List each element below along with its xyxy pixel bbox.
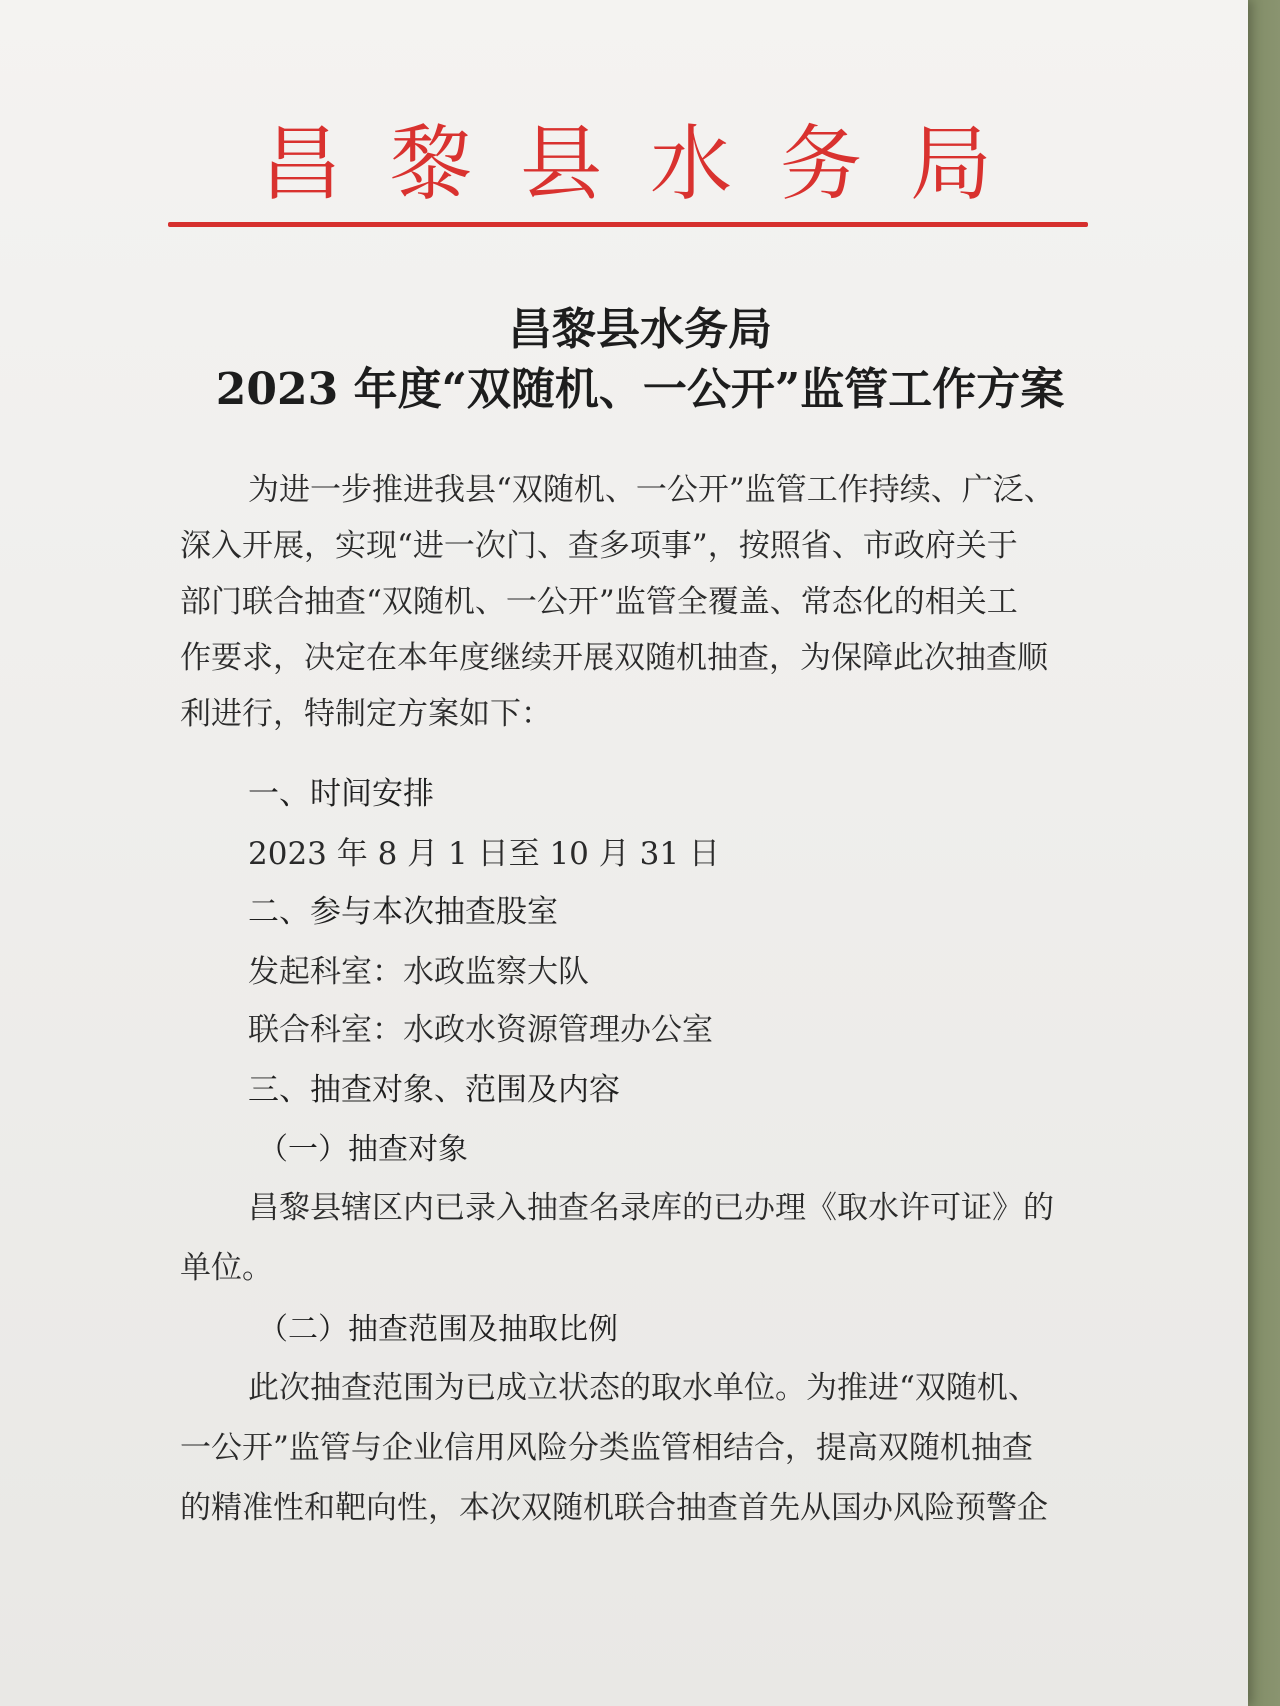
section1-text: 2023 年 8 月 1 日至 10 月 31 日	[248, 836, 720, 872]
document-title-line2: 2023 年度“双随机、一公开”监管工作方案	[215, 364, 1065, 415]
document-title-line1: 昌黎县水务局	[508, 304, 772, 355]
section3-sub2-text: 一公开”监管与企业信用风险分类监管相结合，提高双随机抽查	[180, 1430, 1033, 1466]
section1-heading: 一、时间安排	[248, 776, 434, 812]
section3-heading: 三、抽查对象、范围及内容	[248, 1072, 620, 1108]
section3-sub2-heading: （二）抽查范围及抽取比例	[258, 1312, 618, 1347]
section3-sub1-heading: （一）抽查对象	[258, 1132, 468, 1167]
red-header-rule	[168, 222, 1088, 227]
intro-line: 利进行，特制定方案如下：	[180, 696, 552, 732]
section2-line1: 发起科室：水政监察大队	[248, 954, 589, 990]
intro-line: 作要求，决定在本年度继续开展双随机抽查，为保障此次抽查顺	[180, 640, 1048, 676]
section2-line2: 联合科室：水政水资源管理办公室	[248, 1012, 713, 1048]
red-header-org-name: 昌黎县水务局	[259, 117, 1040, 212]
intro-line: 为进一步推进我县“双随机、一公开”监管工作持续、广泛、	[248, 472, 1055, 508]
intro-line: 部门联合抽查“双随机、一公开”监管全覆盖、常态化的相关工	[180, 584, 1018, 620]
section3-sub2-text: 的精准性和靶向性，本次双随机联合抽查首先从国办风险预警企	[180, 1490, 1048, 1526]
section3-sub1-text: 昌黎县辖区内已录入抽查名录库的已办理《取水许可证》的	[248, 1190, 1054, 1226]
section3-sub2-text: 此次抽查范围为已成立状态的取水单位。为推进“双随机、	[248, 1370, 1039, 1406]
section3-sub1-text: 单位。	[180, 1250, 273, 1286]
intro-line: 深入开展，实现“进一次门、查多项事”，按照省、市政府关于	[180, 528, 1018, 564]
section2-heading: 二、参与本次抽查股室	[248, 894, 558, 930]
